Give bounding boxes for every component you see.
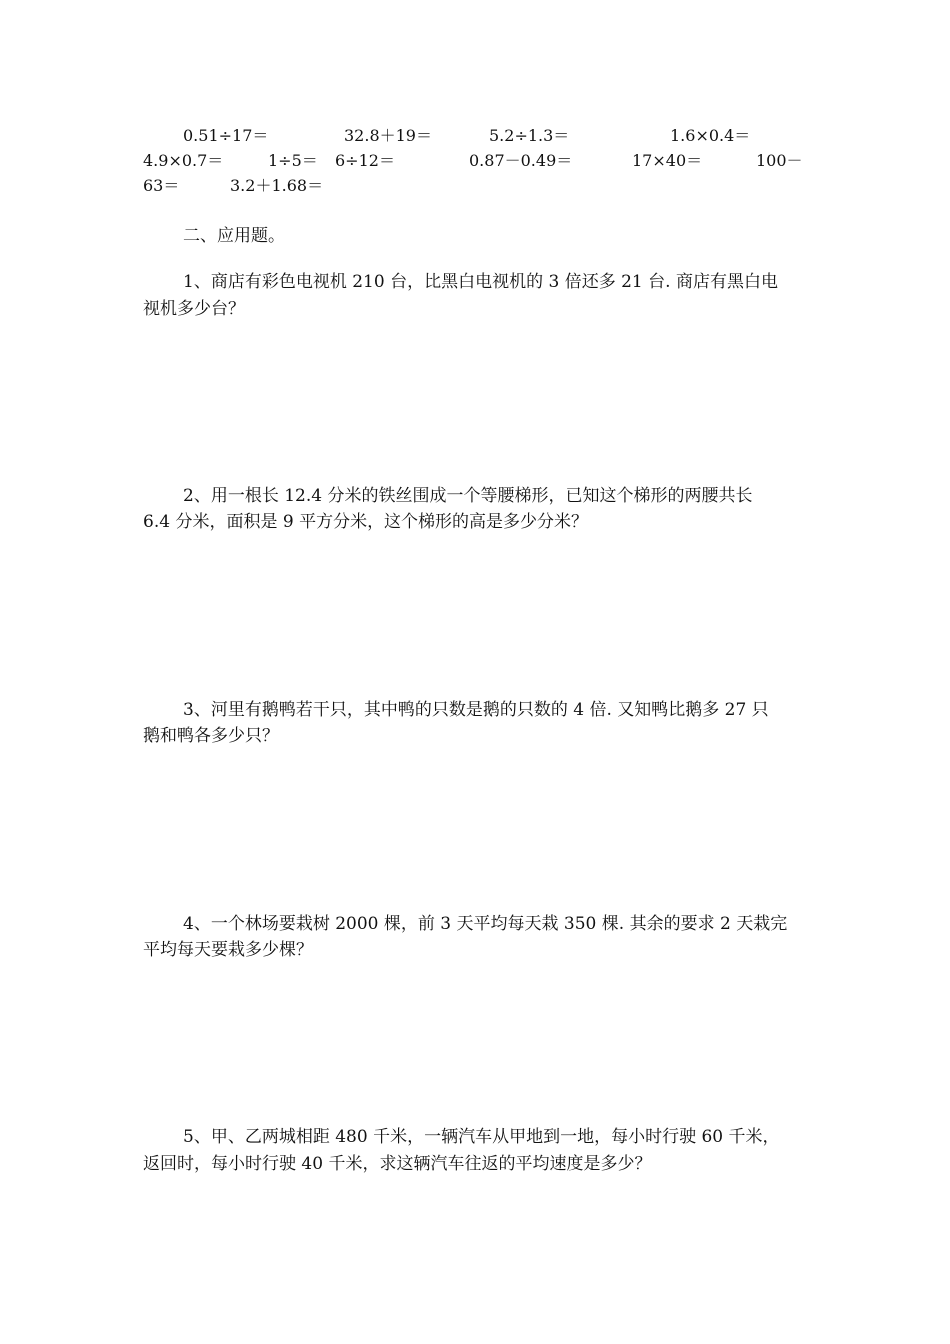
calculation-item: 3.2＋1.68＝ xyxy=(230,176,324,195)
calculation-item: 63＝ xyxy=(143,176,180,195)
problem-text-line: 1、商店有彩色电视机 210 台，比黑白电视机的 3 倍还多 21 台. 商店有黑白电 xyxy=(183,272,778,292)
problem-text-line: 4、一个林场要栽树 2000 棵，前 3 天平均每天栽 350 棵. 其余的要求 2 天栽完 xyxy=(183,914,788,934)
problem-text-line: 平均每天要栽多少棵？ xyxy=(143,940,313,960)
calculation-item: 17×40＝ xyxy=(632,151,703,170)
problem-text-line: 返回时，每小时行驶 40 千米，求这辆汽车往返的平均速度是多少？ xyxy=(143,1154,652,1174)
problem-text-line: 2、用一根长 12.4 分米的铁丝围成一个等腰梯形，已知这个梯形的两腰共长 xyxy=(183,486,753,506)
calculation-item: 1.6×0.4＝ xyxy=(670,126,751,145)
problem-text-line: 3、河里有鹅鸭若干只，其中鸭的只数是鹅的只数的 4 倍. 又知鸭比鹅多 27 只 xyxy=(183,700,769,720)
calculation-item: 6÷12＝ xyxy=(335,151,395,170)
calculation-item: 0.87－0.49＝ xyxy=(469,151,573,170)
problem-text-line: 鹅和鸭各多少只？ xyxy=(143,726,279,746)
calculation-item: 0.51÷17＝ xyxy=(183,126,269,145)
calculation-item: 32.8＋19＝ xyxy=(344,126,432,145)
calculation-item: 4.9×0.7＝ xyxy=(143,151,224,170)
section-title: 二、应用题。 xyxy=(183,226,285,246)
problem-text-line: 6.4 分米，面积是 9 平方分米，这个梯形的高是多少分米？ xyxy=(143,512,589,532)
problem-text-line: 5、甲、乙两城相距 480 千米，一辆汽车从甲地到一地，每小时行驶 60 千米， xyxy=(183,1127,780,1147)
calculation-item: 1÷5＝ xyxy=(268,151,318,170)
problem-text-line: 视机多少台？ xyxy=(143,299,245,319)
calculation-item: 100－ xyxy=(756,151,803,170)
calculation-item: 5.2÷1.3＝ xyxy=(489,126,570,145)
